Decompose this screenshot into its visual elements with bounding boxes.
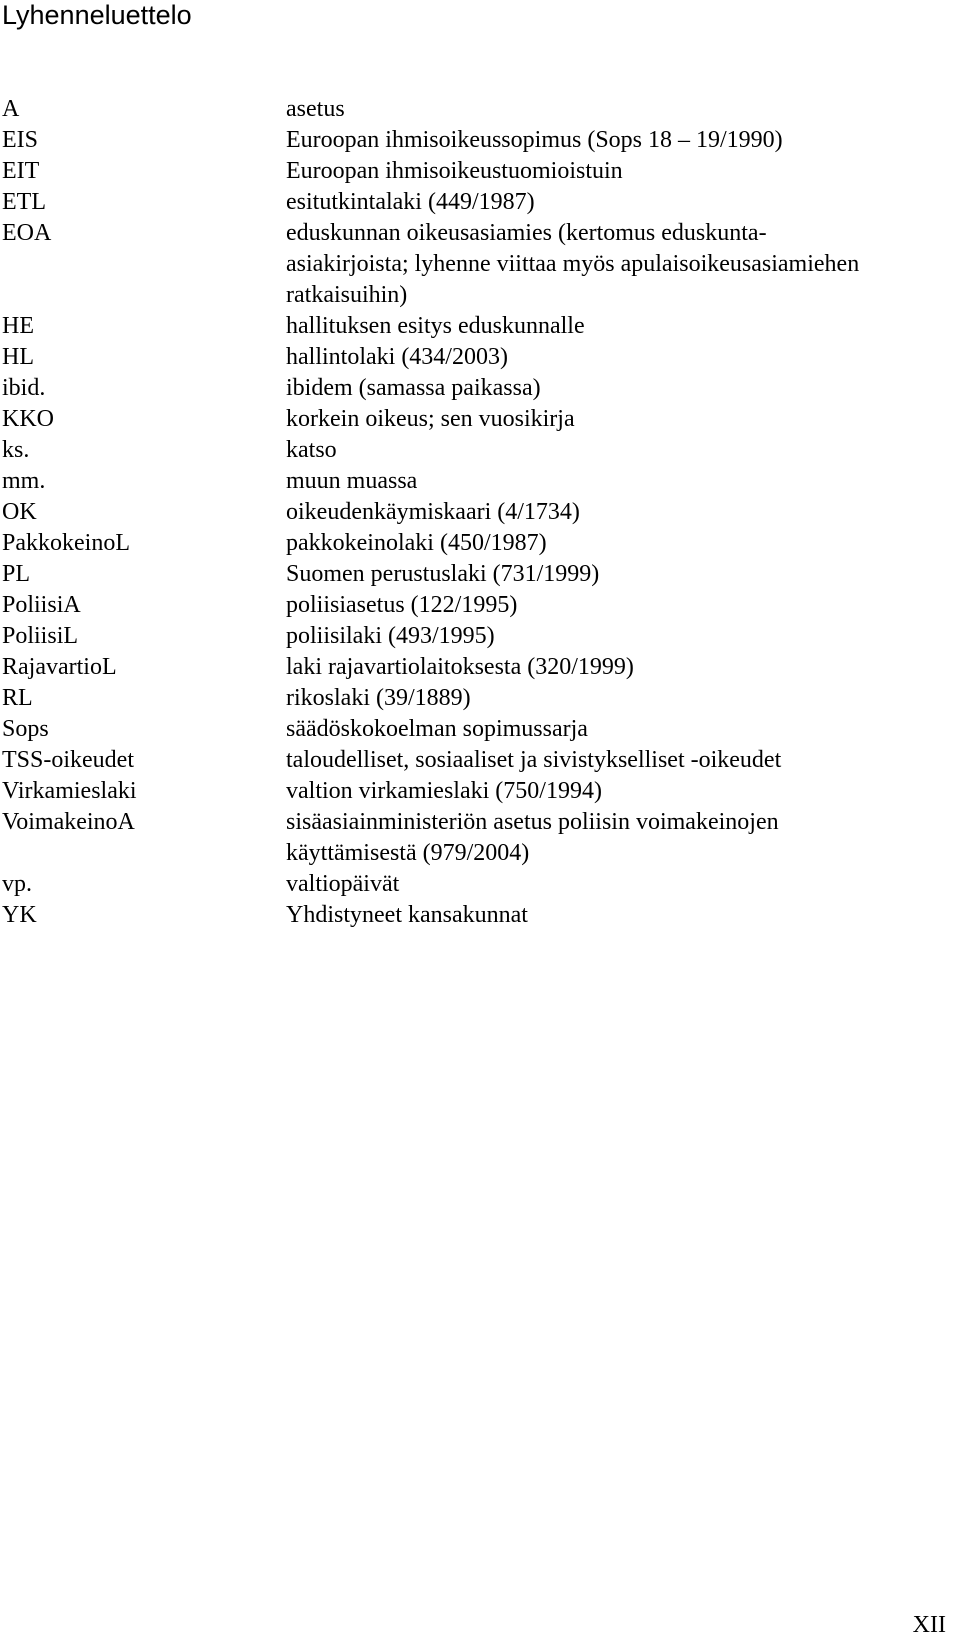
definition-line: katso (286, 437, 337, 463)
abbreviation-row (0, 156, 940, 187)
abbreviation-row (0, 342, 940, 373)
abbreviation-term: Virkamieslaki (2, 778, 137, 804)
abbreviation-row (0, 559, 940, 590)
abbreviation-definition (286, 342, 940, 373)
definition-line: laki rajavartiolaitoksesta (320/1999) (286, 654, 634, 680)
definition-line: korkein oikeus; sen vuosikirja (286, 406, 575, 432)
abbreviation-row (0, 714, 940, 745)
abbreviation-row (0, 187, 940, 218)
abbreviation-term: VoimakeinoA (2, 809, 135, 835)
abbreviation-definition (286, 373, 940, 404)
abbreviation-definition (286, 497, 940, 528)
abbreviation-row (0, 745, 940, 776)
definition-line: valtion virkamieslaki (750/1994) (286, 778, 602, 804)
abbreviation-row (0, 497, 940, 528)
abbreviation-definition (286, 125, 940, 156)
definition-line: Euroopan ihmisoikeustuomioistuin (286, 158, 623, 184)
definition-line: käyttämisestä (979/2004) (286, 840, 530, 866)
abbreviation-definition (286, 94, 940, 125)
definition-line: rikoslaki (39/1889) (286, 685, 471, 711)
abbreviation-definition (286, 900, 940, 931)
abbreviation-row (0, 466, 940, 497)
definition-line: ibidem (samassa paikassa) (286, 375, 541, 401)
abbreviation-term: Sops (2, 716, 49, 742)
abbreviation-row (0, 404, 940, 435)
abbreviation-definition (286, 590, 940, 621)
abbreviation-term: KKO (2, 406, 54, 432)
abbreviation-term: YK (2, 902, 37, 928)
abbreviation-row (0, 900, 940, 931)
abbreviation-term: PoliisiA (2, 592, 81, 618)
abbreviation-row (0, 373, 940, 404)
abbreviation-row (0, 652, 940, 683)
abbreviation-definition (286, 404, 940, 435)
abbreviation-term: HL (2, 344, 34, 370)
abbreviation-definition (286, 187, 940, 218)
abbreviation-term: OK (2, 499, 37, 525)
abbreviation-row (0, 683, 940, 714)
abbreviation-row (0, 94, 940, 125)
definition-line: eduskunnan oikeusasiamies (kertomus eduskunta- (286, 220, 767, 246)
abbreviation-term: mm. (2, 468, 46, 494)
abbreviation-term: A (2, 96, 20, 122)
definition-line: valtiopäivät (286, 871, 400, 897)
abbreviation-definition (286, 156, 940, 187)
page-number: XII (912, 1612, 946, 1638)
abbreviation-definition (286, 218, 940, 311)
definition-line: esitutkintalaki (449/1987) (286, 189, 535, 215)
definition-line: muun muassa (286, 468, 418, 494)
definition-line: poliisilaki (493/1995) (286, 623, 495, 649)
definition-line: taloudelliset, sosiaaliset ja sivistykselliset -oikeudet (286, 747, 782, 773)
abbreviation-definition (286, 466, 940, 497)
definition-line: hallituksen esitys eduskunnalle (286, 313, 585, 339)
definition-line: hallintolaki (434/2003) (286, 344, 508, 370)
definition-line: oikeudenkäymiskaari (4/1734) (286, 499, 580, 525)
abbreviation-row (0, 590, 940, 621)
abbreviation-term: ETL (2, 189, 46, 215)
definition-line: ratkaisuihin) (286, 282, 408, 308)
abbreviation-term: vp. (2, 871, 32, 897)
abbreviation-row (0, 311, 940, 342)
abbreviation-list (0, 94, 940, 931)
abbreviation-term: HE (2, 313, 34, 339)
abbreviation-definition (286, 683, 940, 714)
abbreviation-term: ibid. (2, 375, 46, 401)
definition-line: Suomen perustuslaki (731/1999) (286, 561, 600, 587)
abbreviation-definition (286, 807, 940, 869)
abbreviation-definition (286, 745, 940, 776)
abbreviation-row (0, 621, 940, 652)
page-title: Lyhenneluettelo (2, 0, 192, 30)
abbreviation-row (0, 869, 940, 900)
abbreviation-term: TSS-oikeudet (2, 747, 134, 773)
abbreviation-definition (286, 528, 940, 559)
definition-line: pakkokeinolaki (450/1987) (286, 530, 547, 556)
abbreviation-row (0, 807, 940, 869)
abbreviation-term: PakkokeinoL (2, 530, 130, 556)
abbreviation-definition (286, 652, 940, 683)
abbreviation-term: ks. (2, 437, 30, 463)
abbreviation-row (0, 776, 940, 807)
abbreviation-term: PL (2, 561, 31, 587)
abbreviation-definition (286, 435, 940, 466)
definition-line: Yhdistyneet kansakunnat (286, 902, 528, 928)
definition-line: sisäasiainministeriön asetus poliisin voimakeinojen (286, 809, 779, 835)
abbreviation-row (0, 435, 940, 466)
abbreviation-definition (286, 621, 940, 652)
abbreviation-row (0, 528, 940, 559)
definition-line: Euroopan ihmisoikeussopimus (Sops 18 – 19/1990) (286, 127, 783, 153)
abbreviation-term: RajavartioL (2, 654, 117, 680)
abbreviation-term: EOA (2, 220, 52, 246)
abbreviation-definition (286, 714, 940, 745)
definition-line: säädöskokoelman sopimussarja (286, 716, 588, 742)
abbreviation-definition (286, 869, 940, 900)
abbreviation-definition (286, 559, 940, 590)
abbreviation-term: RL (2, 685, 33, 711)
abbreviation-term: EIS (2, 127, 38, 153)
definition-line: asetus (286, 96, 345, 122)
abbreviation-term: EIT (2, 158, 40, 184)
definition-line: poliisiasetus (122/1995) (286, 592, 518, 618)
abbreviation-row (0, 125, 940, 156)
abbreviation-definition (286, 311, 940, 342)
abbreviation-definition (286, 776, 940, 807)
definition-line: asiakirjoista; lyhenne viittaa myös apulaisoikeusasiamiehen (286, 251, 860, 277)
abbreviation-row (0, 218, 940, 311)
abbreviation-term: PoliisiL (2, 623, 79, 649)
